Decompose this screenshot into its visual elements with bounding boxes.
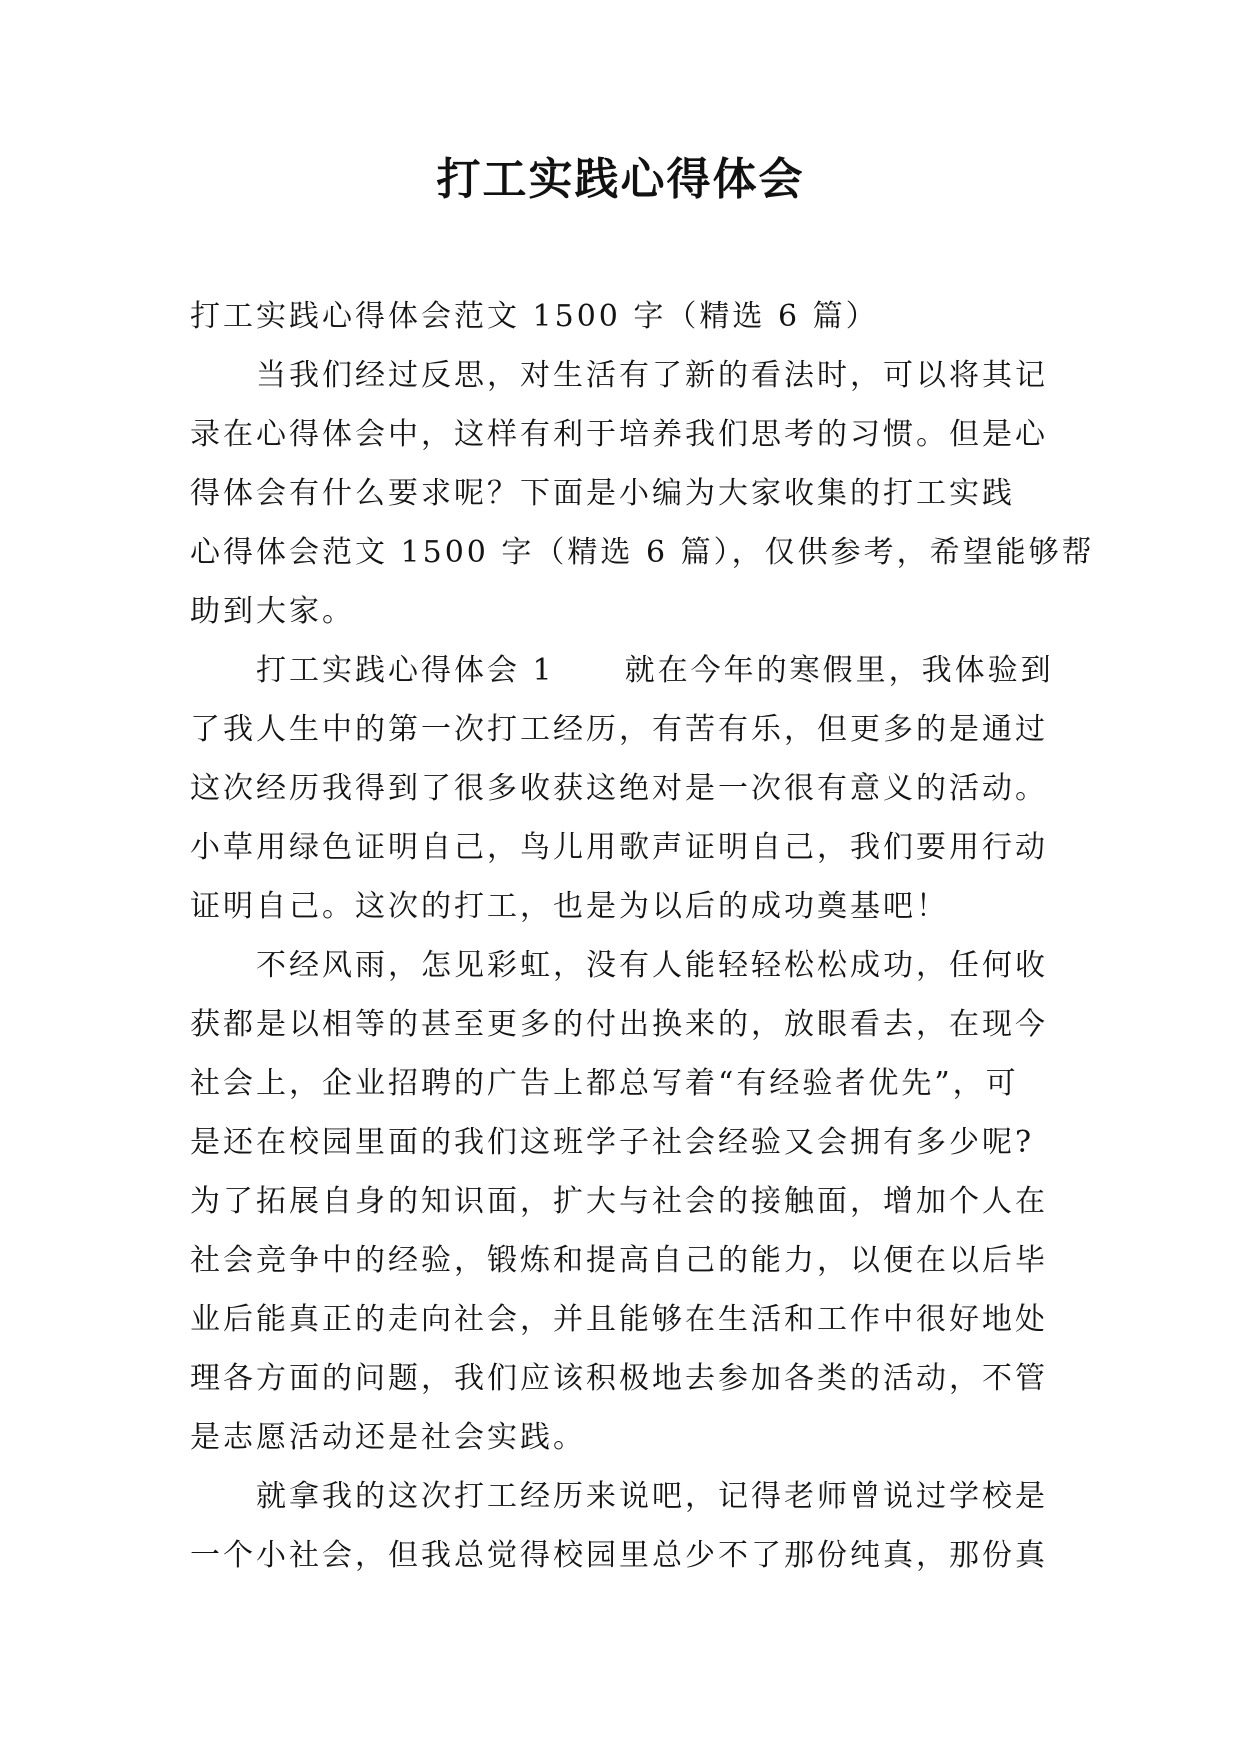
document-body: [190, 287, 1095, 1585]
text-line: 录在心得体会中，这样有利于培养我们思考的习惯。但是心: [190, 417, 1048, 452]
text-line: 为了拓展自身的知识面，扩大与社会的接触面，增加个人在: [190, 1184, 1048, 1219]
text-line: 证明自己。这次的打工，也是为以后的成功奠基吧！: [190, 889, 949, 924]
text-line: 得体会有什么要求呢？下面是小编为大家收集的打工实践: [190, 476, 1015, 511]
document-title: 打工实践心得体会: [436, 154, 805, 205]
text-line: 心得体会范文 1500 字（精选 6 篇），仅供参考，希望能够帮: [190, 535, 1095, 570]
text-line: 社会竞争中的经验，锻炼和提高自己的能力，以便在以后毕: [190, 1243, 1048, 1278]
text-line: 一个小社会，但我总觉得校园里总少不了那份纯真，那份真: [190, 1538, 1048, 1573]
section-heading-line: [190, 641, 1060, 700]
text-line: 这次经历我得到了很多收获这绝对是一次很有意义的活动。: [190, 771, 1048, 806]
text-line: 理各方面的问题，我们应该积极地去参加各类的活动，不管: [190, 1361, 1048, 1396]
text-line: 是还在校园里面的我们这班学子社会经验又会拥有多少呢?: [190, 1125, 1035, 1160]
text-line: 当我们经过反思，对生活有了新的看法时，可以将其记: [190, 358, 1048, 393]
section-heading: 打工实践心得体会 1: [190, 653, 555, 688]
text-line: 助到大家。: [190, 594, 355, 629]
text-line: 社会上，企业招聘的广告上都总写着“有经验者优先”，可: [190, 1066, 1019, 1101]
text-line: 不经风雨，怎见彩虹，没有人能轻轻松松成功，任何收: [190, 948, 1048, 983]
text-line: 就拿我的这次打工经历来说吧，记得老师曾说过学校是: [190, 1479, 1048, 1514]
text-line: 了我人生中的第一次打工经历，有苦有乐，但更多的是通过: [190, 712, 1048, 747]
text-line: 是志愿活动还是社会实践。: [190, 1420, 586, 1455]
subtitle-line: 打工实践心得体会范文 1500 字（精选 6 篇）: [190, 299, 879, 334]
text-line: 小草用绿色证明自己，鸟儿用歌声证明自己，我们要用行动: [190, 830, 1048, 865]
text-line: 获都是以相等的甚至更多的付出换来的，放眼看去，在现今: [190, 1007, 1048, 1042]
section-first-sentence: 就在今年的寒假里，我体验到: [624, 653, 1054, 688]
text-line: 业后能真正的走向社会，并且能够在生活和工作中很好地处: [190, 1302, 1048, 1337]
